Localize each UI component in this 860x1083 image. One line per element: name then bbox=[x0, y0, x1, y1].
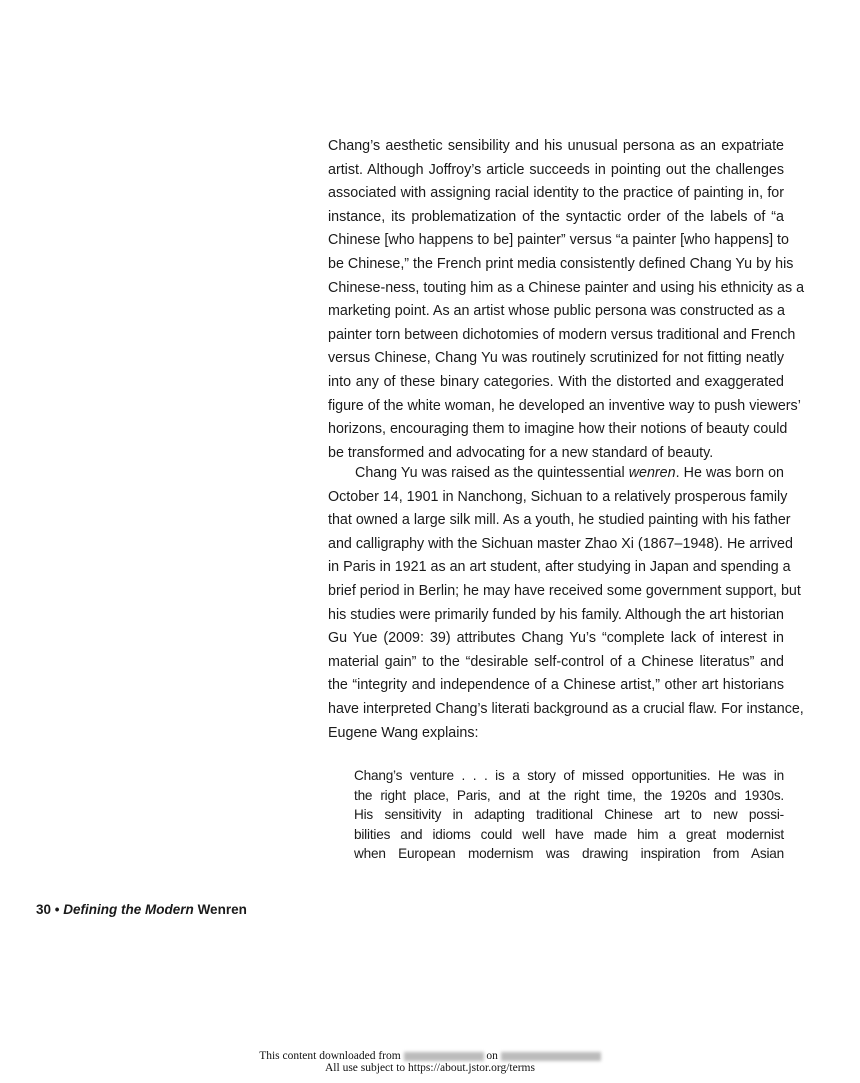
terms-link[interactable]: All use subject to https://about.jstor.org/terms bbox=[325, 1062, 535, 1074]
paragraph-line: Chang’s venture . . . is a story of missed opportunities. He was in bbox=[354, 768, 784, 783]
paragraph-line: be transformed and advocating for a new standard of beauty. bbox=[328, 444, 714, 461]
paragraph-line: figure of the white woman, he developed an inventive way to push viewers’ bbox=[328, 397, 801, 414]
paragraph-line: when European modernism was drawing inspiration from Asian bbox=[354, 846, 784, 862]
block-quote bbox=[354, 766, 784, 864]
redacted-date bbox=[501, 1052, 601, 1061]
italic-term: wenren bbox=[628, 465, 676, 481]
book-title-roman: Wenren bbox=[197, 902, 247, 917]
paragraph-line bbox=[328, 462, 784, 486]
page-number: 30 bbox=[36, 902, 52, 917]
paragraph-line: the “integrity and independence of a Chinese artist,” other art historians bbox=[328, 677, 784, 694]
paragraph-line: in Paris in 1921 as an art student, after studying in Japan and spending a bbox=[328, 559, 791, 576]
paragraph-line: instance, its problematization of the syntactic order of the labels of “a bbox=[328, 208, 784, 225]
paragraph-line: that owned a large silk mill. As a youth, he studied painting with his father bbox=[328, 512, 791, 529]
paragraph-line: have interpreted Chang’s literati background as a crucial flaw. For instance, bbox=[328, 700, 804, 717]
paragraph-1 bbox=[328, 135, 805, 465]
text-run: . He was born on bbox=[675, 465, 784, 481]
paragraph-line: Gu Yue (2009: 39) attributes Chang Yu’s “complete lack of interest in bbox=[328, 630, 784, 647]
paragraph-line: marketing point. As an artist whose public persona was constructed as a bbox=[328, 303, 785, 320]
paragraph-line: versus Chinese, Chang Yu was routinely scrutinized for not fitting neatly bbox=[328, 350, 784, 367]
paragraph-line: material gain” to the “desirable self-control of a Chinese literatus” and bbox=[328, 653, 784, 670]
paragraph-line: October 14, 1901 in Nanchong, Sichuan to a relatively prosperous family bbox=[328, 488, 788, 505]
notice-text: on bbox=[486, 1050, 498, 1062]
paragraph-line: painter torn between dichotomies of modern versus traditional and French bbox=[328, 326, 796, 343]
paragraph-2 bbox=[328, 462, 804, 745]
paragraph-line: artist. Although Joffroy’s article succeeds in pointing out the challenges bbox=[328, 161, 784, 178]
paragraph-line: His sensitivity in adapting traditional Chinese art to new possi- bbox=[354, 807, 784, 823]
paragraph-line: Chinese [who happens to be] painter” versus “a painter [who happens] to bbox=[328, 232, 789, 249]
notice-text: This content downloaded from bbox=[259, 1050, 401, 1062]
bullet: • bbox=[54, 902, 60, 917]
text-run: Chang Yu was raised as the quintessential bbox=[355, 465, 629, 481]
paragraph-line: Eugene Wang explains: bbox=[328, 724, 479, 741]
paragraph-line: his studies were primarily funded by his family. Although the art historian bbox=[328, 606, 784, 623]
paragraph-line: the right place, Paris, and at the right time, the 1920s and 1930s. bbox=[354, 787, 784, 803]
paragraph-line: Chinese-ness, touting him as a Chinese painter and using his ethnicity as a bbox=[328, 279, 805, 296]
book-title-italic: Defining the Modern bbox=[63, 902, 194, 917]
paragraph-line: bilities and idioms could well have made him a great modernist bbox=[354, 826, 784, 842]
paragraph-line: horizons, encouraging them to imagine how their notions of beauty could bbox=[328, 421, 788, 438]
paragraph-line: and calligraphy with the Sichuan master Zhao Xi (1867–1948). He arrived bbox=[328, 535, 793, 552]
redacted-ip bbox=[404, 1052, 484, 1061]
running-footer bbox=[36, 902, 247, 917]
paragraph-line: brief period in Berlin; he may have received some government support, but bbox=[328, 582, 801, 599]
paragraph-line: be Chinese,” the French print media consistently defined Chang Yu by his bbox=[328, 255, 794, 272]
paragraph-line: Chang’s aesthetic sensibility and his unusual persona as an expatriate bbox=[328, 138, 784, 154]
paragraph-line: into any of these binary categories. With the distorted and exaggerated bbox=[328, 373, 784, 390]
download-notice bbox=[0, 1050, 860, 1074]
paragraph-line: associated with assigning racial identity to the practice of painting in, for bbox=[328, 185, 784, 202]
